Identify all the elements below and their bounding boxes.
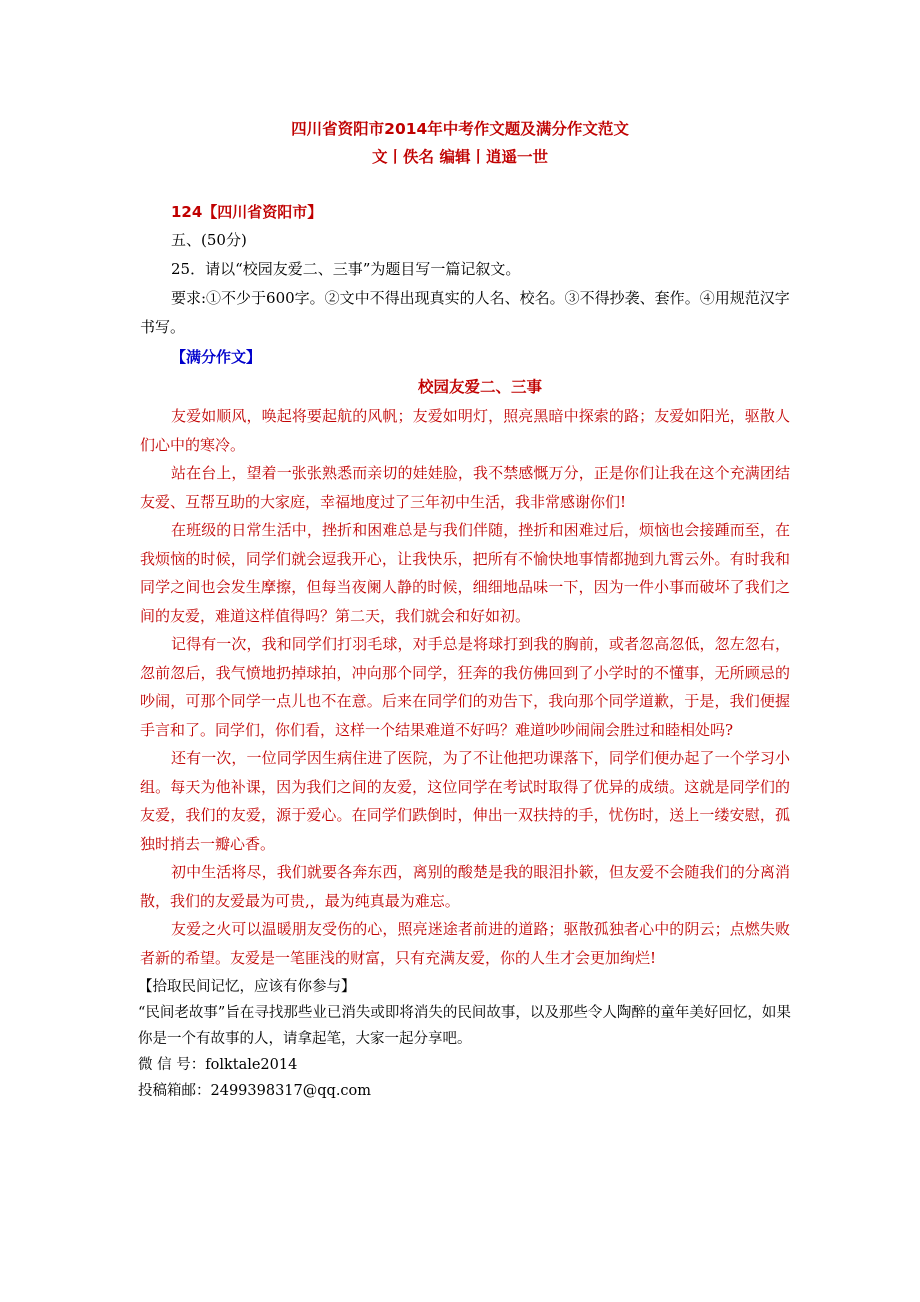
essay-tag: 【满分作文】 (171, 348, 262, 366)
footer-heading: 【拾取民间记忆，应该有你参与】 (138, 979, 356, 995)
essay-title: 校园友爱二、三事 (417, 378, 542, 396)
footer-email: 投稿箱邮：2499398317@qq.com (138, 1083, 372, 1099)
question-prompt: 25．请以“校园友爱二、三事”为题目写一篇记叙文。 (171, 260, 521, 278)
essay-paragraph: 友爱如顺风，唤起将要起航的风帆；友爱如明灯，照亮黑暗中探索的路；友爱如阳光，驱散人们心中的寒冷。 (140, 407, 790, 454)
essay-paragraph: 初中生活将尽，我们就要各奔东西，离别的酸楚是我的眼泪扑簌，但友爱不会随我们的分离消散，我们的友爱最为可贵,，最为纯真最为难忘。 (140, 863, 790, 910)
essay-paragraph: 还有一次，一位同学因生病住进了医院，为了不让他把功课落下，同学们便办起了一个学习小组。每天为他补课，因为我们之间的友爱，这位同学在考试时取得了优异的成绩。这就是同学们的友爱，我们的友爱，源于爱心。在同学们跌倒时，伸出一双扶持的手，忧伤时，送上一缕安慰，孤独时捎去一瓣心香。 (140, 749, 790, 853)
document-title: 四川省资阳市2014年中考作文题及满分作文范文 (291, 120, 629, 138)
footer-wechat: 微 信 号：folktale2014 (138, 1057, 298, 1073)
essay-paragraph: 站在台上，望着一张张熟悉而亲切的娃娃脸，我不禁感慨万分，正是你们让我在这个充满团结友爱、互帮互助的大家庭，幸福地度过了三年初中生活，我非常感谢你们! (140, 464, 790, 511)
footer-block (138, 974, 798, 1104)
question-requirements: 要求:①不少于600字。②文中不得出现真实的人名、校名。③不得抄袭、套作。④用规范汉字书写。 (140, 289, 790, 336)
question-section: 五、(50分) (171, 231, 247, 249)
title-block (0, 115, 920, 171)
essay-paragraph: 友爱之火可以温暖朋友受伤的心，照亮迷途者前进的道路；驱散孤独者心中的阴云；点燃失败者新的希望。友爱是一笔匪浅的财富，只有充满友爱，你的人生才会更加绚烂! (140, 920, 790, 967)
question-source-tag: 124【四川省资阳市】 (171, 203, 323, 221)
footer-intro: “民间老故事”旨在寻找那些业已消失或即将消失的民间故事，以及那些令人陶醉的童年美好回忆，如果你是一个有故事的人，请拿起笔，大家一起分享吧。 (138, 1005, 791, 1047)
document-credit: 文丨佚名 编辑丨逍遥一世 (372, 148, 548, 166)
essay-paragraph: 记得有一次，我和同学们打羽毛球，对手总是将球打到我的胸前，或者忽高忽低，忽左忽右，忽前忽后，我气愤地扔掉球拍，冲向那个同学，狂奔的我仿佛回到了小学时的不懂事，无所顾忌的吵闹，可那个同学一点儿也不在意。后来在同学们的劝告下，我向那个同学道歉，于是，我们便握手言和了。同学们，你们看，这样一个结果难道不好吗？难道吵吵闹闹会胜过和睦相处吗? (140, 635, 790, 739)
main-content (140, 198, 790, 972)
essay-paragraph: 在班级的日常生活中，挫折和困难总是与我们伴随，挫折和困难过后，烦恼也会接踵而至，在我烦恼的时候，同学们就会逗我开心，让我快乐，把所有不愉快地事情都抛到九霄云外。有时我和同学之间也会发生摩擦，但每当夜阑人静的时候，细细地品味一下，因为一件小事而破坏了我们之间的友爱，难道这样值得吗？第二天，我们就会和好如初。 (140, 521, 790, 625)
